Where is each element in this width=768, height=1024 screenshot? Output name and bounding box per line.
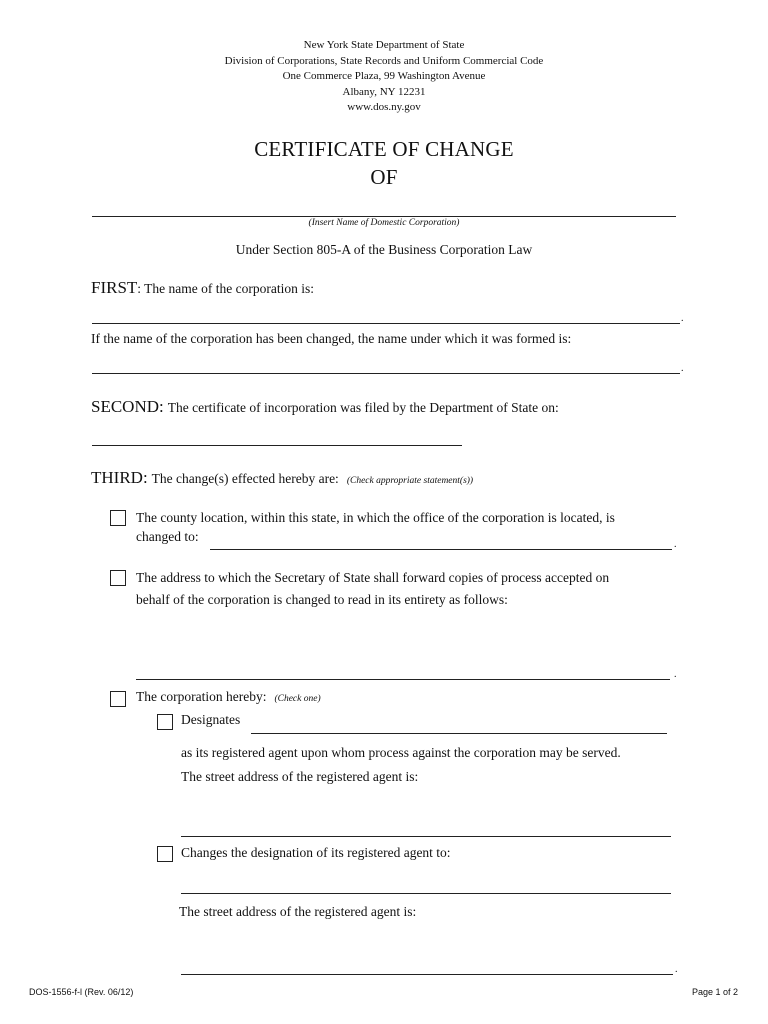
third-label: THIRD: (91, 468, 148, 487)
title-line-1: CERTIFICATE OF CHANGE (254, 137, 514, 161)
line-end-dot: . (674, 669, 677, 680)
corporation-name-field-line[interactable] (92, 323, 680, 324)
third-section (91, 468, 473, 488)
new-agent-name-line[interactable] (181, 893, 671, 894)
county-change-line1: The county location, within this state, in which the office of the corporation is located, is (136, 510, 615, 525)
first-text: : The name of the corporation is: (137, 281, 314, 296)
header-line-website: www.dos.ny.gov (347, 101, 421, 113)
designated-agent-text (181, 741, 621, 789)
agent-check-one-note: (Check one) (274, 694, 321, 704)
change-agent-checkbox[interactable] (157, 846, 173, 862)
under-section-text: Under Section 805-A of the Business Corporation Law (235, 242, 533, 257)
page-number: Page 1 of 2 (691, 987, 738, 997)
process-address-line1: The address to which the Secretary of State shall forward copies of process accepted on (136, 570, 610, 585)
header-line-city: Albany, NY 12231 (342, 85, 426, 98)
process-address-checkbox[interactable] (110, 570, 126, 586)
second-label: SECOND: (91, 397, 164, 416)
formed-name-field-line[interactable] (92, 373, 680, 374)
process-address-field-line[interactable] (136, 679, 670, 680)
street-address-label-1: The street address of the registered agent is: (181, 769, 419, 784)
designates-label: Designates (181, 712, 241, 727)
line-end-dot: . (674, 539, 677, 550)
street-address-label-2: The street address of the registered agent is: (179, 904, 417, 919)
third-note: (Check appropriate statement(s)) (346, 476, 474, 486)
filing-date-field-line[interactable] (92, 445, 462, 446)
third-text: The change(s) effected hereby are: (151, 471, 339, 486)
form-id: DOS-1556-f-l (Rev. 06/12) (29, 987, 134, 997)
first-label: FIRST (91, 278, 138, 297)
corporation-name-line[interactable] (92, 216, 676, 217)
county-change-line2: changed to: (136, 529, 199, 544)
second-text: The certificate of incorporation was filed by the Department of State on: (167, 400, 559, 415)
first-changed-text: If the name of the corporation has been changed, the name under which it was formed is: (91, 331, 572, 346)
header-address (0, 38, 768, 116)
header-line-division: Division of Corporations, State Records and Uniform Commercial Code (224, 54, 544, 67)
line-end-dot: . (681, 313, 684, 324)
registered-agent-text (136, 688, 321, 706)
header-line-department: New York State Department of State (303, 39, 465, 51)
changes-agent-label: Changes the designation of its registered agent to: (181, 845, 451, 860)
process-address-text (136, 567, 609, 611)
title-line-2: OF (370, 165, 398, 189)
county-change-text (136, 508, 615, 546)
county-change-checkbox[interactable] (110, 510, 126, 526)
line-end-dot: . (675, 964, 678, 975)
new-county-field-line[interactable] (210, 549, 672, 550)
first-section (91, 278, 314, 298)
agent-intro-text: The corporation hereby: (136, 689, 267, 704)
insert-name-caption: (Insert Name of Domestic Corporation) (308, 218, 460, 228)
certificate-title (0, 135, 768, 191)
as-agent-text: as its registered agent upon whom process against the corporation may be served. (181, 745, 621, 760)
line-end-dot: . (681, 363, 684, 374)
designated-agent-name-line[interactable] (251, 733, 667, 734)
process-address-line2: behalf of the corporation is changed to read in its entirety as follows: (136, 592, 508, 607)
registered-agent-checkbox[interactable] (110, 691, 126, 707)
designates-agent-checkbox[interactable] (157, 714, 173, 730)
agent-street-address-line-2[interactable] (181, 974, 673, 975)
agent-street-address-line-1[interactable] (181, 836, 671, 837)
second-section (91, 397, 559, 417)
header-line-street: One Commerce Plaza, 99 Washington Avenue (282, 70, 486, 82)
